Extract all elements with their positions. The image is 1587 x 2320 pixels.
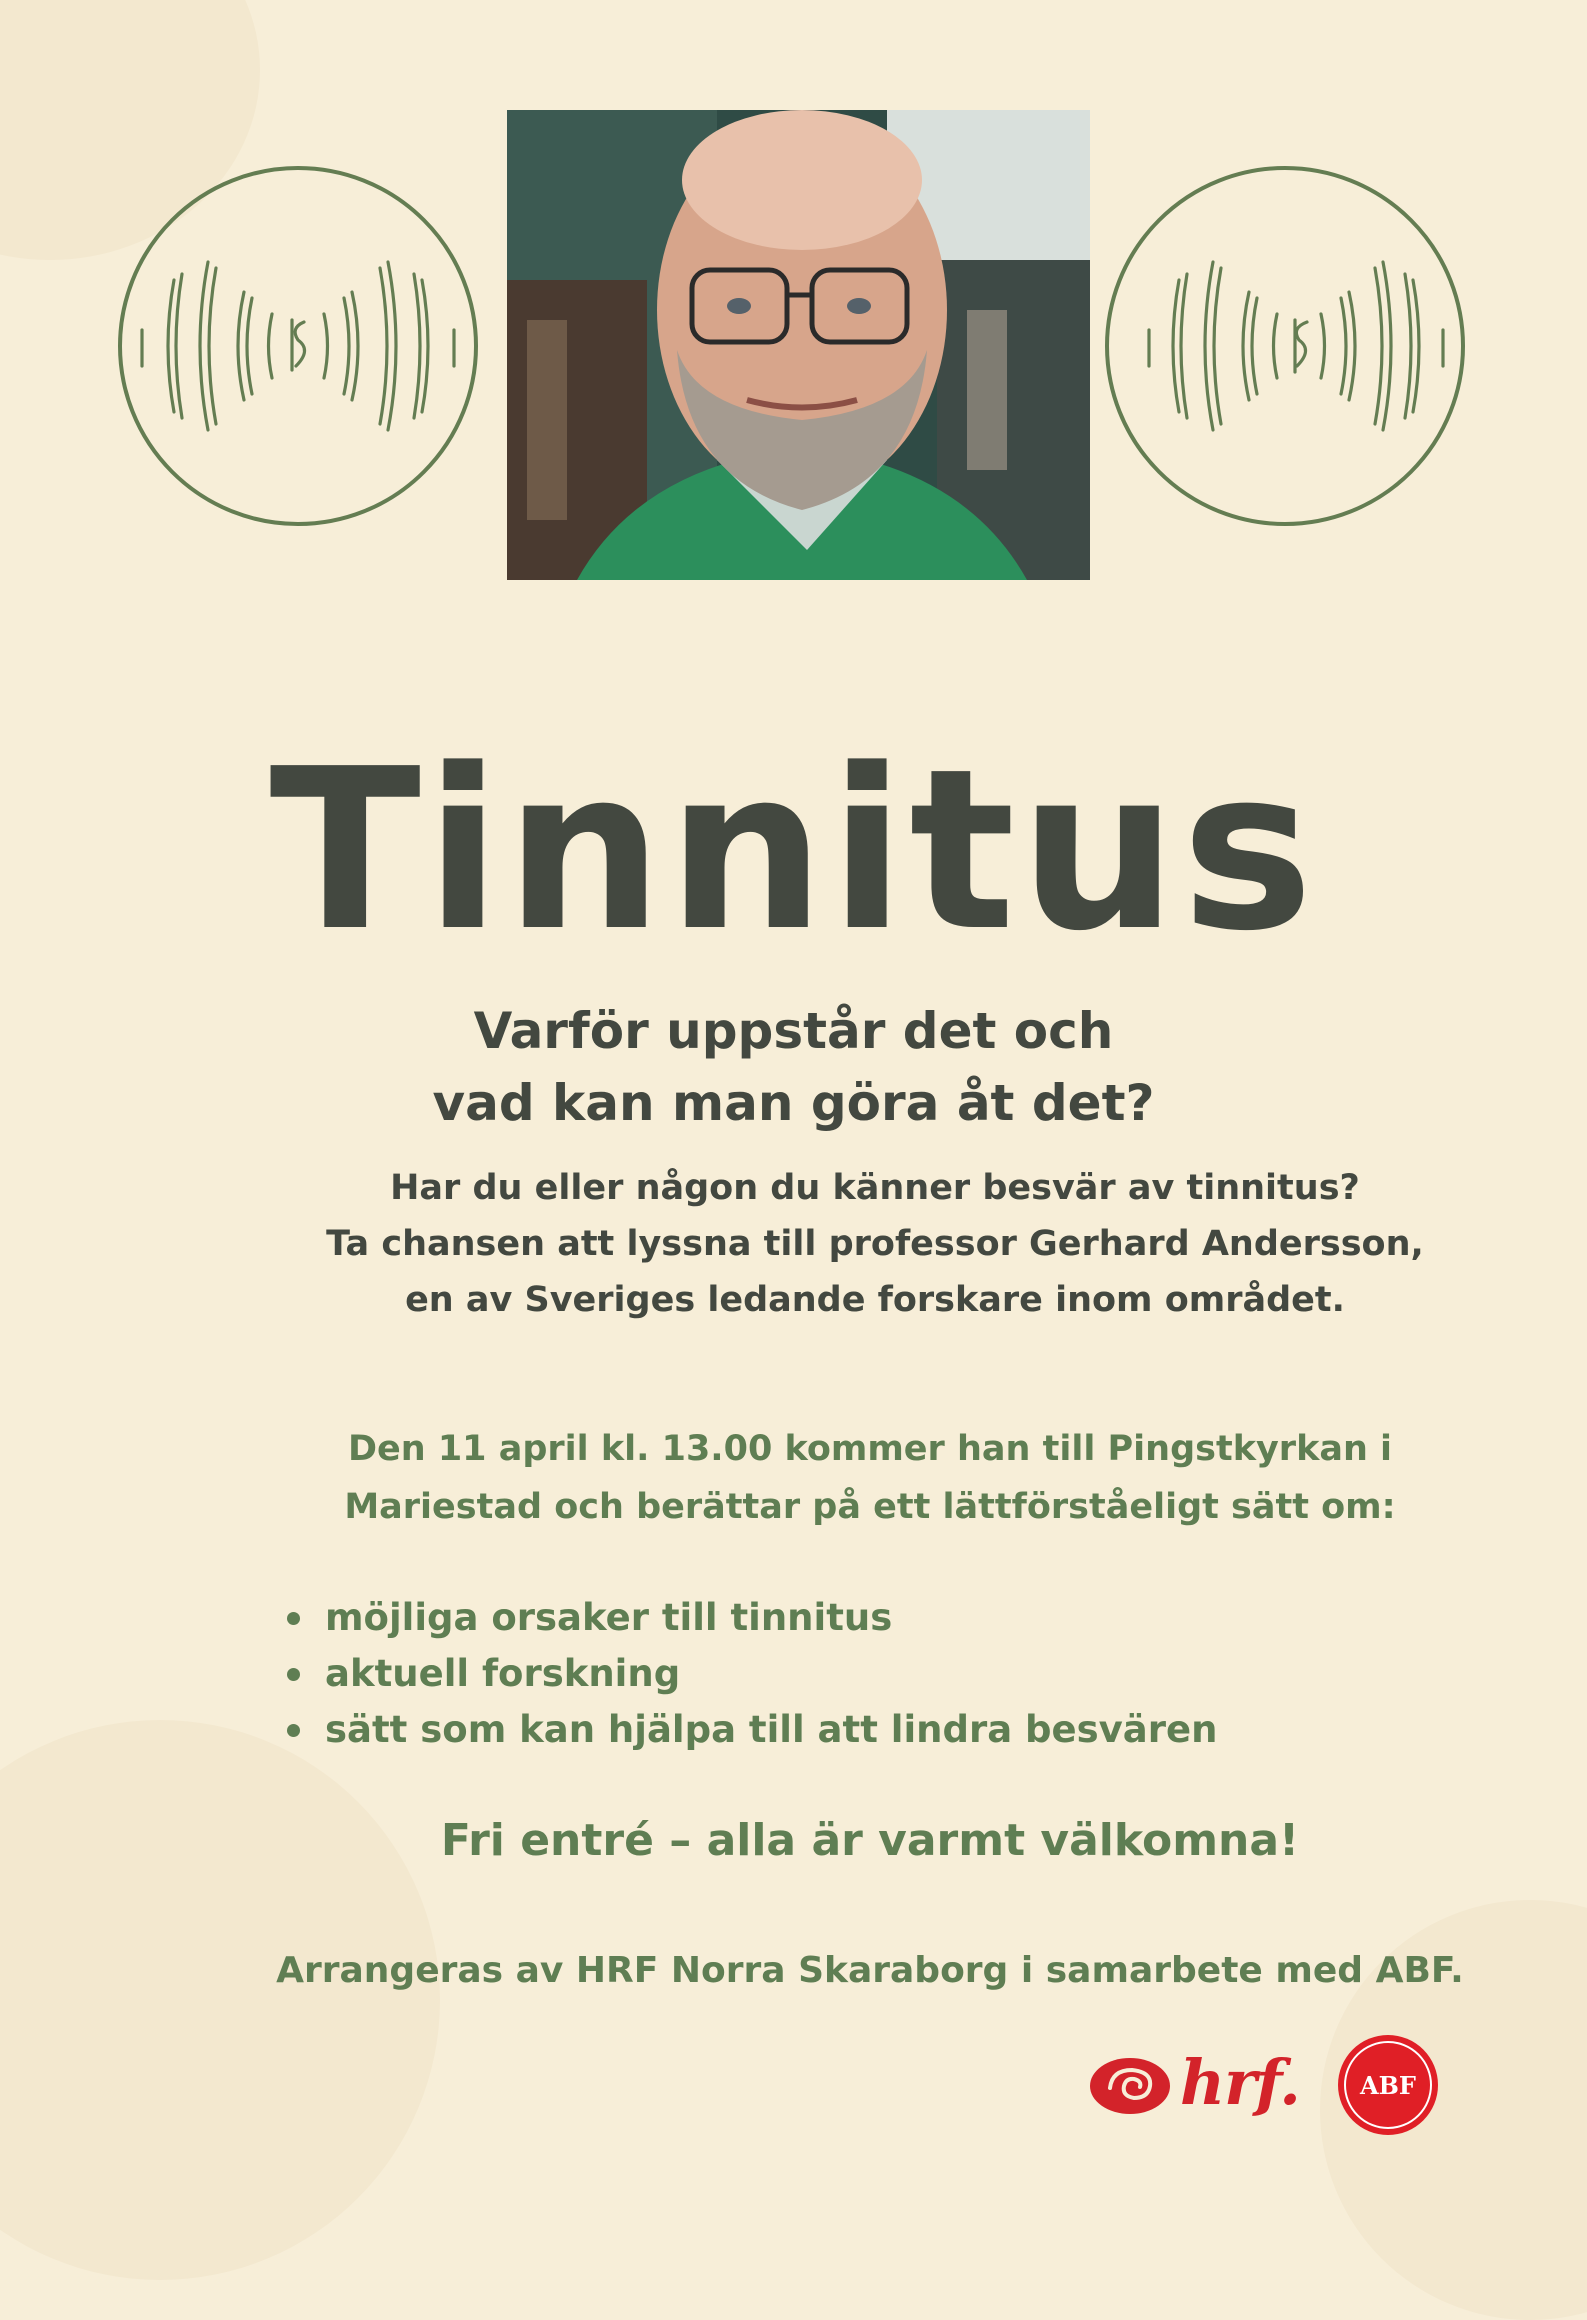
subtitle-line: Varför uppstår det och (473, 1002, 1114, 1060)
organizer-text: Arrangeras av HRF Norra Skaraborg i samarbete med ABF. (276, 1950, 1464, 1991)
speaker-photo (507, 110, 1090, 580)
intro-text (0, 1160, 1587, 1328)
page-title: Tinnitus (269, 722, 1318, 980)
sound-wave-icon (122, 170, 474, 522)
event-line: Den 11 april kl. 13.00 kommer han till Pingstkyrkan i (347, 1429, 1393, 1469)
sound-wave-icon-right (1105, 166, 1465, 526)
list-item: sätt som kan hjälpa till att lindra besvären (285, 1702, 1385, 1758)
list-item: möjliga orsaker till tinnitus (285, 1590, 1385, 1646)
hrf-logo-text: hrf. (1180, 2046, 1300, 2119)
topic-list (285, 1590, 1385, 1758)
abf-logo-text: ABF (1344, 2041, 1432, 2129)
sound-wave-icon-left (118, 166, 478, 526)
intro-line: Har du eller någon du känner besvär av tinnitus? (390, 1168, 1360, 1208)
welcome-text: Fri entré – alla är varmt välkomna! (440, 1815, 1300, 1866)
abf-logo (1338, 2035, 1438, 2135)
list-item: aktuell forskning (285, 1646, 1385, 1702)
intro-line: en av Sveriges ledande forskare inom området. (405, 1280, 1345, 1320)
subtitle (0, 995, 1587, 1139)
event-details (0, 1420, 1587, 1536)
subtitle-line: vad kan man göra åt det? (432, 1074, 1155, 1132)
hrf-swirl-icon (1088, 2048, 1178, 2118)
sound-wave-icon (1109, 170, 1461, 522)
hrf-logo (1088, 2046, 1300, 2119)
intro-line: Ta chansen att lyssna till professor Gerhard Andersson, (326, 1224, 1424, 1264)
event-line: Mariestad och berättar på ett lättförståeligt sätt om: (344, 1487, 1396, 1527)
